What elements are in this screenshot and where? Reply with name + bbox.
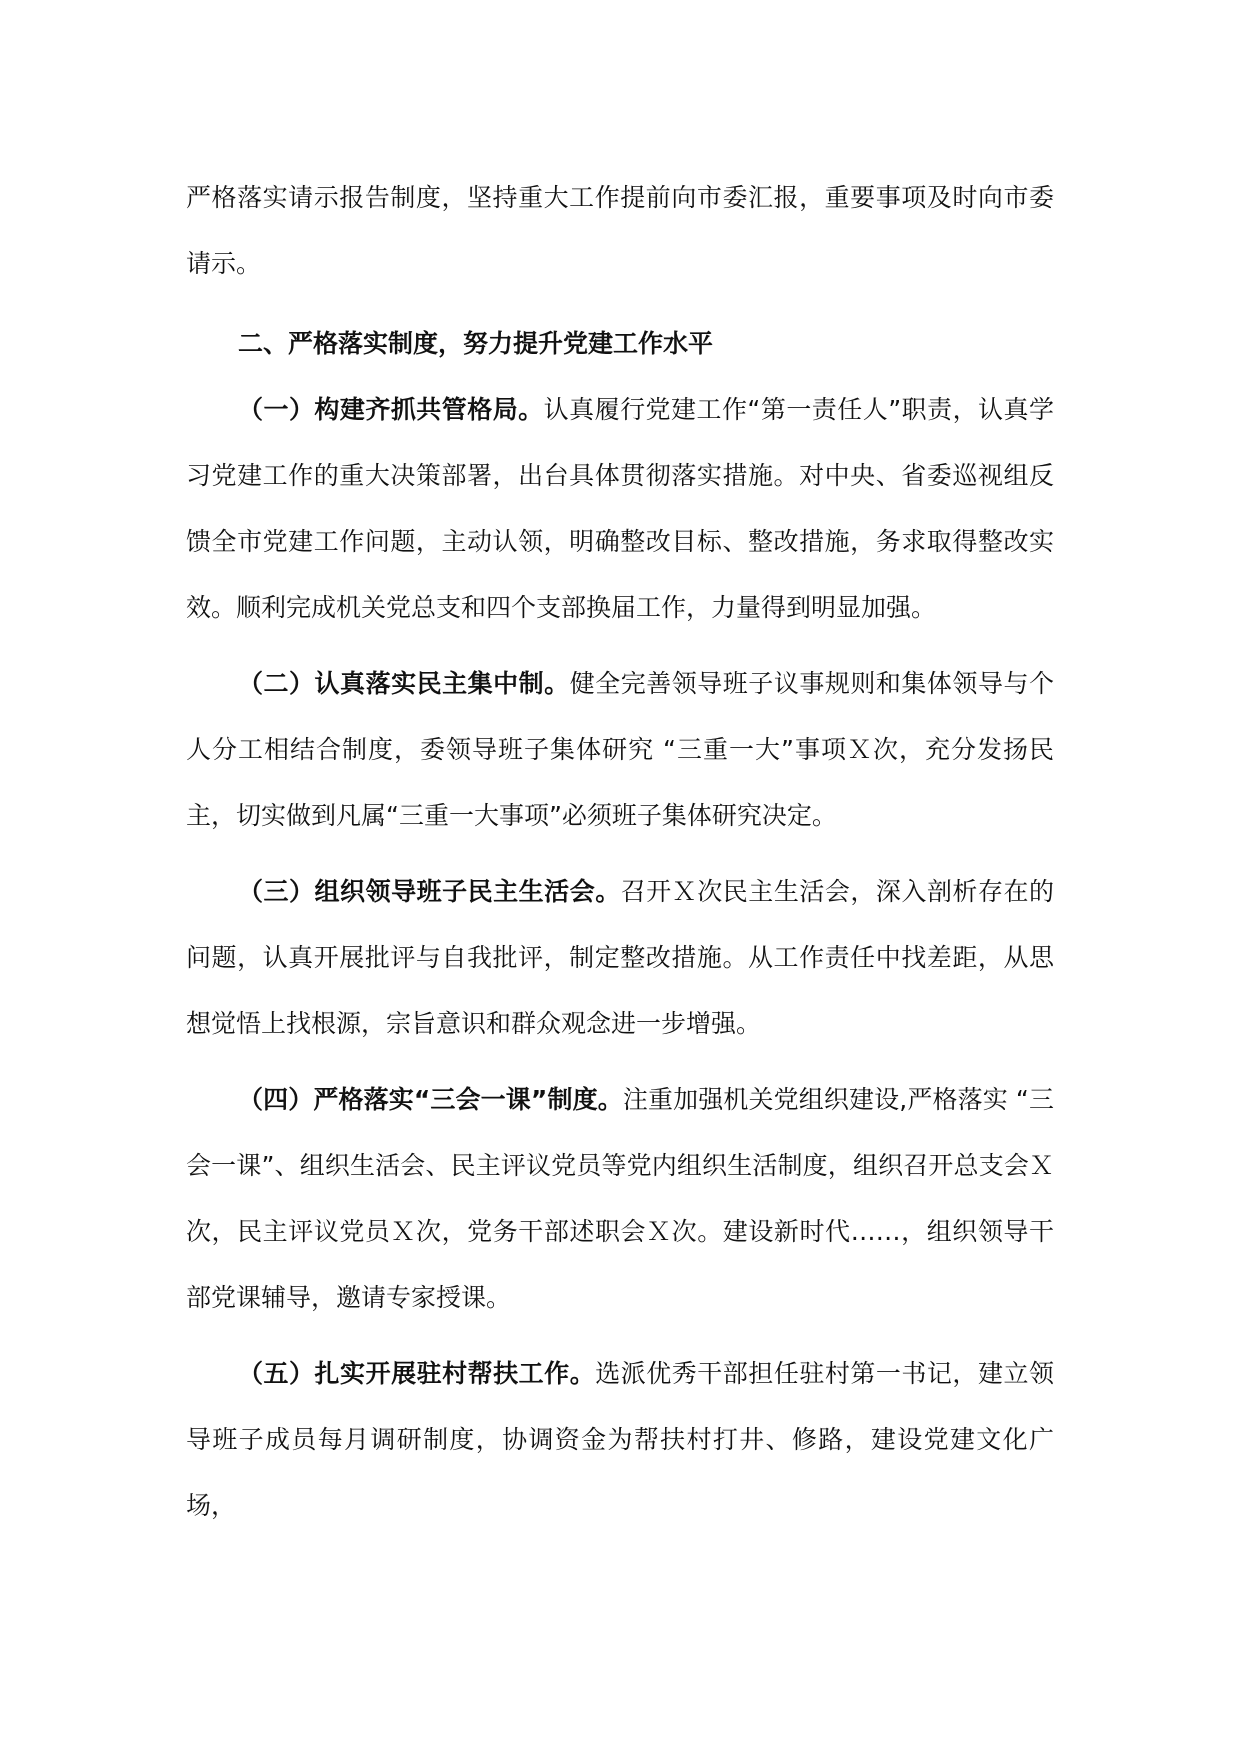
paragraph-item-3 — [186, 859, 1054, 1057]
paragraph-lead: （一）构建齐抓共管格局。 — [238, 395, 544, 424]
paragraph-body: 注重加强机关党组织建设,严格落实 “三会一课”、组织生活会、民主评议党员等党内组织生活制度，组织召开总支会Ｘ次，民主评议党员Ｘ次，党务干部述职会Ｘ次。建设新时代……，组织领导干部党课辅导，邀请专家授课。 — [186, 1085, 1054, 1312]
paragraph-item-1 — [186, 377, 1054, 641]
paragraph-item-2 — [186, 651, 1054, 849]
paragraph-lead: （二）认真落实民主集中制。 — [238, 669, 570, 698]
paragraph-body: 认真履行党建工作“第一责任人”职责，认真学习党建工作的重大决策部署，出台具体贯彻落实措施。对中央、省委巡视组反馈全市党建工作问题，主动认领，明确整改目标、整改措施，务求取得整改实效。顺利完成机关党总支和四个支部换届工作，力量得到明显加强。 — [186, 395, 1054, 622]
paragraph-item-4 — [186, 1067, 1054, 1331]
paragraph-item-5 — [186, 1341, 1054, 1539]
paragraph-body: 选派优秀干部担任驻村第一书记，建立领导班子成员每月调研制度，协调资金为帮扶村打井、修路，建设党建文化广场， — [186, 1359, 1054, 1520]
section-heading: 二、严格落实制度，努力提升党建工作水平 — [238, 329, 714, 358]
intro-paragraph: 严格落实请示报告制度，坚持重大工作提前向市委汇报，重要事项及时向市委请示。 — [186, 183, 1054, 278]
paragraph-body: 召开Ｘ次民主生活会，深入剖析存在的问题，认真开展批评与自我批评，制定整改措施。从工作责任中找差距，从思想觉悟上找根源，宗旨意识和群众观念进一步增强。 — [186, 877, 1054, 1038]
document-body — [186, 165, 1054, 1539]
paragraph-lead: （五）扎实开展驻村帮扶工作。 — [238, 1359, 596, 1388]
paragraph-body: 健全完善领导班子议事规则和集体领导与个人分工相结合制度，委领导班子集体研究 “三重一大”事项Ｘ次，充分发扬民主，切实做到凡属“三重一大事项”必须班子集体研究决定。 — [186, 669, 1054, 830]
paragraph-lead: （四）严格落实“三会一课”制度。 — [238, 1085, 623, 1114]
paragraph-lead: （三）组织领导班子民主生活会。 — [238, 877, 621, 906]
